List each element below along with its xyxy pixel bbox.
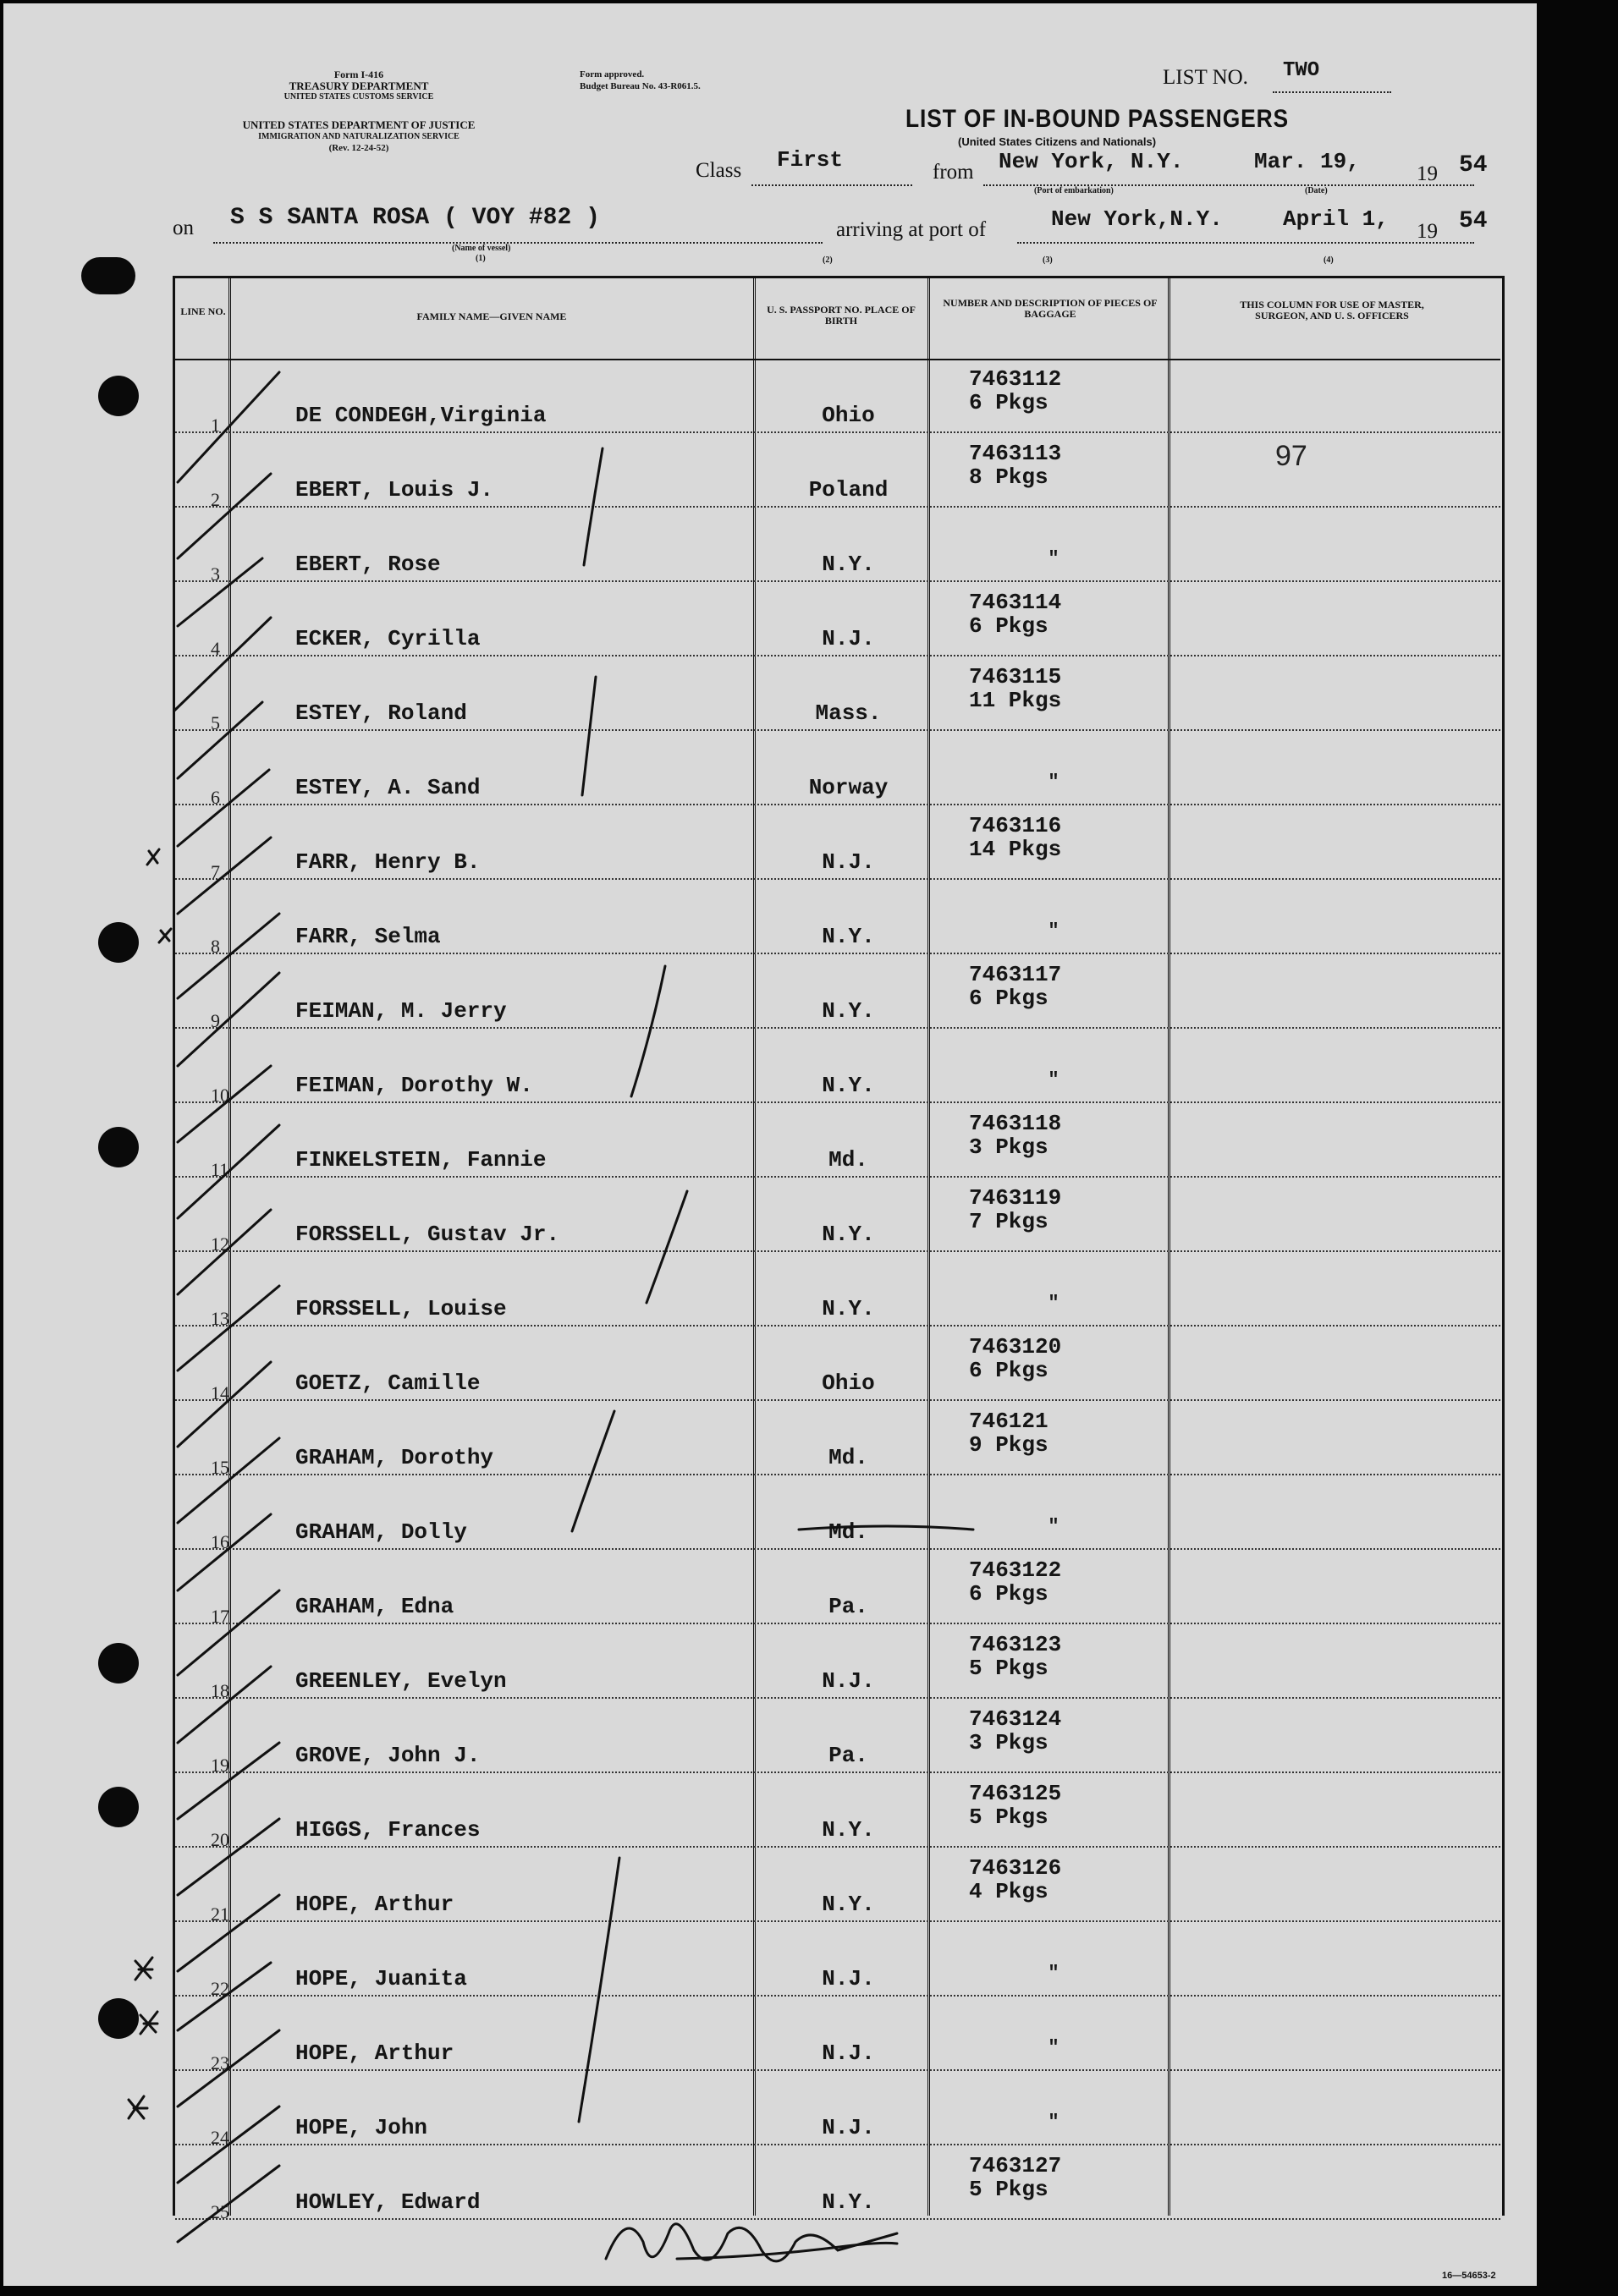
binder-hole — [98, 1127, 139, 1167]
form-number: Form I-416 — [333, 69, 384, 80]
header-name: FAMILY NAME—GIVEN NAME — [416, 310, 567, 322]
table-row — [175, 1327, 1500, 1401]
passenger-name: GOETZ, Camille — [295, 1370, 481, 1396]
table-row — [175, 656, 1500, 731]
place-of-birth: Norway — [808, 775, 889, 800]
form-approved: Form approved. — [580, 69, 645, 80]
passenger-name: ESTEY, A. Sand — [295, 775, 481, 800]
line-number: 3 — [211, 563, 220, 585]
binder-hole — [98, 376, 139, 416]
table-row — [175, 880, 1500, 957]
passenger-name: GREENLEY, Evelyn — [295, 1668, 507, 1694]
table-row — [175, 1103, 1500, 1178]
line-number: 7 — [211, 861, 220, 882]
ditto-mark: " — [1048, 2112, 1059, 2133]
dotted-line — [1017, 242, 1474, 244]
place-of-birth: N.Y. — [822, 1222, 875, 1247]
table-row — [175, 2145, 1500, 2220]
place-of-birth: Poland — [808, 477, 889, 503]
table-row — [175, 1848, 1500, 1925]
passenger-name: GRAHAM, Edna — [295, 1594, 454, 1619]
embarkation-date: Mar. 19, — [1254, 149, 1360, 174]
line-number: 6 — [211, 787, 220, 808]
column-number-1: (1) — [476, 254, 486, 263]
binder-hole — [81, 257, 135, 294]
passenger-name: GRAHAM, Dolly — [295, 1519, 467, 1545]
baggage-number: 7463126 — [969, 1855, 1062, 1881]
place-of-birth: N.Y. — [822, 1296, 875, 1321]
binder-hole — [98, 1787, 139, 1827]
vessel-name: S S SANTA ROSA ( VOY #82 ) — [230, 205, 600, 231]
header-officers: THIS COLUMN FOR USE OF MASTER, SURGEON, AND U. S. OFFICERS — [1240, 299, 1424, 321]
table-row — [175, 1475, 1500, 1550]
header-baggage: NUMBER AND DESCRIPTION OF PIECES OF BAGGAGE — [943, 297, 1158, 320]
baggage-packages: 5 Pkgs — [969, 1804, 1048, 1830]
footer-code: 16—54653-2 — [1442, 2271, 1496, 2281]
baggage-number: 7463118 — [969, 1111, 1062, 1136]
place-of-birth: N.J. — [822, 626, 875, 651]
table-row — [175, 359, 1500, 436]
ditto-mark: " — [1048, 1963, 1059, 1984]
place-of-birth: Ohio — [822, 403, 875, 428]
arriving-label: arriving at port of — [836, 218, 987, 241]
passenger-name: FORSSELL, Gustav Jr. — [295, 1222, 560, 1247]
place-of-birth: Ohio — [822, 1370, 875, 1396]
baggage-packages: 6 Pkgs — [969, 1581, 1048, 1607]
class-label: Class — [696, 159, 742, 182]
dotted-line — [1273, 91, 1391, 93]
table-row — [175, 1029, 1500, 1106]
passenger-name: DE CONDEGH,Virginia — [295, 403, 547, 428]
line-number: 13 — [211, 1308, 229, 1329]
baggage-number: 7463115 — [969, 664, 1062, 689]
passenger-name: GRAHAM, Dorothy — [295, 1445, 494, 1470]
baggage-packages: 7 Pkgs — [969, 1209, 1048, 1234]
baggage-packages: 5 Pkgs — [969, 2177, 1048, 2202]
place-of-birth: N.Y. — [822, 2189, 875, 2215]
table-row — [175, 1773, 1500, 1848]
line-number: 5 — [211, 712, 220, 733]
table-row — [175, 2071, 1500, 2148]
baggage-number: 7463116 — [969, 813, 1062, 838]
table-row — [175, 954, 1500, 1029]
passenger-name: EBERT, Rose — [295, 552, 441, 577]
baggage-number: 7463114 — [969, 590, 1062, 615]
header-passport: U. S. PASSPORT NO. PLACE OF BIRTH — [767, 304, 916, 327]
passenger-name: EBERT, Louis J. — [295, 477, 494, 503]
line-number: 24 — [211, 2127, 229, 2148]
passenger-name: HOPE, Arthur — [295, 2041, 454, 2066]
place-of-birth: N.Y. — [822, 1073, 875, 1098]
list-no-label: LIST NO. — [1163, 66, 1248, 89]
line-number: 18 — [211, 1680, 229, 1701]
table-row — [175, 508, 1500, 585]
table-row — [175, 805, 1500, 880]
service-name-2: IMMIGRATION AND NATURALIZATION SERVICE — [258, 132, 460, 141]
list-no-value: TWO — [1283, 59, 1320, 82]
embarkation-port: New York, N.Y. — [999, 149, 1184, 174]
line-number: 22 — [211, 1978, 229, 1999]
place-of-birth: N.J. — [822, 1966, 875, 1991]
baggage-number: 7463112 — [969, 366, 1062, 392]
ditto-mark: " — [1048, 548, 1059, 569]
table-row — [175, 1252, 1500, 1327]
vessel-caption: (Name of vessel) — [452, 244, 511, 253]
place-of-birth: Pa. — [828, 1594, 868, 1619]
arrival-year: 54 — [1459, 208, 1488, 234]
document-subtitle: (United States Citizens and Nationals) — [958, 135, 1157, 148]
binder-hole — [98, 922, 139, 963]
line-number: 15 — [211, 1457, 229, 1478]
from-label: from — [933, 161, 974, 184]
line-number: 23 — [211, 2052, 229, 2074]
table-row — [175, 1997, 1500, 2074]
dotted-line — [213, 242, 823, 244]
baggage-packages: 3 Pkgs — [969, 1730, 1048, 1755]
line-number: 10 — [211, 1085, 229, 1106]
place-of-birth: N.J. — [822, 849, 875, 875]
department-name-2: UNITED STATES DEPARTMENT OF JUSTICE — [242, 118, 476, 131]
department-name: TREASURY DEPARTMENT — [289, 80, 429, 92]
baggage-number: 7463117 — [969, 962, 1062, 987]
place-of-birth: Md. — [828, 1445, 868, 1470]
on-label: on — [173, 217, 194, 239]
line-number: 19 — [211, 1755, 229, 1776]
place-of-birth: N.Y. — [822, 552, 875, 577]
passenger-name: HOPE, John — [295, 2115, 428, 2140]
place-of-birth: Mass. — [815, 700, 882, 726]
baggage-number: 746121 — [969, 1409, 1048, 1434]
passenger-name: HOPE, Juanita — [295, 1966, 467, 1991]
column-number-3: (3) — [1043, 255, 1053, 265]
column-number-4: (4) — [1324, 255, 1334, 265]
baggage-packages: 14 Pkgs — [969, 837, 1062, 862]
baggage-packages: 4 Pkgs — [969, 1879, 1048, 1904]
embarkation-year: 54 — [1459, 152, 1488, 179]
document-page — [3, 3, 1537, 2286]
baggage-number: 7463122 — [969, 1557, 1062, 1583]
place-of-birth: Pa. — [828, 1743, 868, 1768]
baggage-number: 7463120 — [969, 1334, 1062, 1359]
revision: (Rev. 12-24-52) — [328, 143, 389, 153]
officer-note: 97 — [1275, 440, 1307, 472]
service-name: UNITED STATES CUSTOMS SERVICE — [283, 92, 434, 102]
line-number: 12 — [211, 1233, 229, 1255]
line-number: 21 — [211, 1903, 229, 1925]
passenger-name: HOPE, Arthur — [295, 1892, 454, 1917]
line-number: 11 — [211, 1159, 229, 1180]
ditto-mark: " — [1048, 2037, 1059, 2058]
table-row — [175, 1550, 1500, 1627]
line-number: 9 — [211, 1010, 220, 1031]
table-row — [175, 1699, 1500, 1776]
passenger-name: ESTEY, Roland — [295, 700, 467, 726]
place-of-birth: N.Y. — [822, 1817, 875, 1843]
table-row — [175, 582, 1500, 659]
baggage-packages: 6 Pkgs — [969, 1358, 1048, 1383]
baggage-packages: 6 Pkgs — [969, 390, 1048, 415]
table-row — [175, 433, 1500, 508]
table-row — [175, 1922, 1500, 1997]
passenger-name: FEIMAN, M. Jerry — [295, 998, 507, 1024]
place-of-birth: N.Y. — [822, 1892, 875, 1917]
passenger-name: GROVE, John J. — [295, 1743, 481, 1768]
ditto-mark: " — [1048, 1516, 1059, 1537]
place-of-birth: Md. — [828, 1147, 868, 1173]
ditto-mark: " — [1048, 1069, 1059, 1090]
baggage-packages: 11 Pkgs — [969, 688, 1062, 713]
line-number: 4 — [211, 638, 220, 659]
baggage-number: 7463123 — [969, 1632, 1062, 1657]
baggage-packages: 5 Pkgs — [969, 1656, 1048, 1681]
arrival-port: New York,N.Y. — [1051, 206, 1223, 232]
table-row — [175, 1401, 1500, 1478]
table-row — [175, 731, 1500, 808]
column-number-2: (2) — [823, 255, 833, 265]
line-number: 14 — [211, 1382, 229, 1403]
baggage-number: 7463119 — [969, 1185, 1062, 1211]
line-number: 8 — [211, 936, 220, 957]
arrival-date: April 1, — [1283, 206, 1389, 232]
place-of-birth: N.J. — [822, 2041, 875, 2066]
binder-hole — [98, 1643, 139, 1684]
ditto-mark: " — [1048, 920, 1059, 942]
line-number: 25 — [211, 2201, 229, 2222]
place-of-birth: N.Y. — [822, 924, 875, 949]
passenger-name: FORSSELL, Louise — [295, 1296, 507, 1321]
passenger-name: FINKELSTEIN, Fannie — [295, 1147, 547, 1173]
baggage-number: 7463125 — [969, 1781, 1062, 1806]
line-number: 16 — [211, 1531, 229, 1552]
place-of-birth: N.J. — [822, 2115, 875, 2140]
baggage-packages: 3 Pkgs — [969, 1134, 1048, 1160]
header-line-no: LINE NO. — [180, 305, 226, 317]
row-rule — [175, 2218, 1500, 2220]
document-title: LIST OF IN-BOUND PASSENGERS — [905, 105, 1290, 133]
port-caption: (Port of embarkation) — [1034, 186, 1114, 195]
line-number: 20 — [211, 1829, 229, 1850]
table-row — [175, 1624, 1500, 1699]
dotted-line — [751, 184, 912, 186]
budget-bureau: Budget Bureau No. 43-R061.5. — [580, 81, 701, 91]
baggage-number: 7463124 — [969, 1706, 1062, 1732]
ditto-mark: " — [1048, 772, 1059, 793]
passenger-name: FARR, Selma — [295, 924, 441, 949]
place-of-birth: Md. — [828, 1519, 868, 1545]
class-value: First — [777, 147, 844, 173]
line-number: 2 — [211, 489, 220, 510]
baggage-packages: 9 Pkgs — [969, 1432, 1048, 1458]
arrival-year-prefix: 19 — [1417, 220, 1438, 243]
baggage-packages: 6 Pkgs — [969, 986, 1048, 1011]
year-prefix: 19 — [1417, 162, 1438, 185]
passenger-name: ECKER, Cyrilla — [295, 626, 481, 651]
table-row — [175, 1178, 1500, 1255]
line-number: 1 — [211, 415, 220, 436]
baggage-packages: 8 Pkgs — [969, 464, 1048, 490]
place-of-birth: N.J. — [822, 1668, 875, 1694]
place-of-birth: N.Y. — [822, 998, 875, 1024]
baggage-number: 7463127 — [969, 2153, 1062, 2178]
passenger-name: HIGGS, Frances — [295, 1817, 481, 1843]
passenger-name: FEIMAN, Dorothy W. — [295, 1073, 533, 1098]
ditto-mark: " — [1048, 1293, 1059, 1314]
passenger-name: FARR, Henry B. — [295, 849, 481, 875]
date-caption: (Date) — [1305, 186, 1328, 195]
line-number: 17 — [211, 1606, 229, 1627]
binder-hole — [98, 1998, 139, 2039]
baggage-number: 7463113 — [969, 441, 1062, 466]
baggage-packages: 6 Pkgs — [969, 613, 1048, 639]
passenger-name: HOWLEY, Edward — [295, 2189, 481, 2215]
